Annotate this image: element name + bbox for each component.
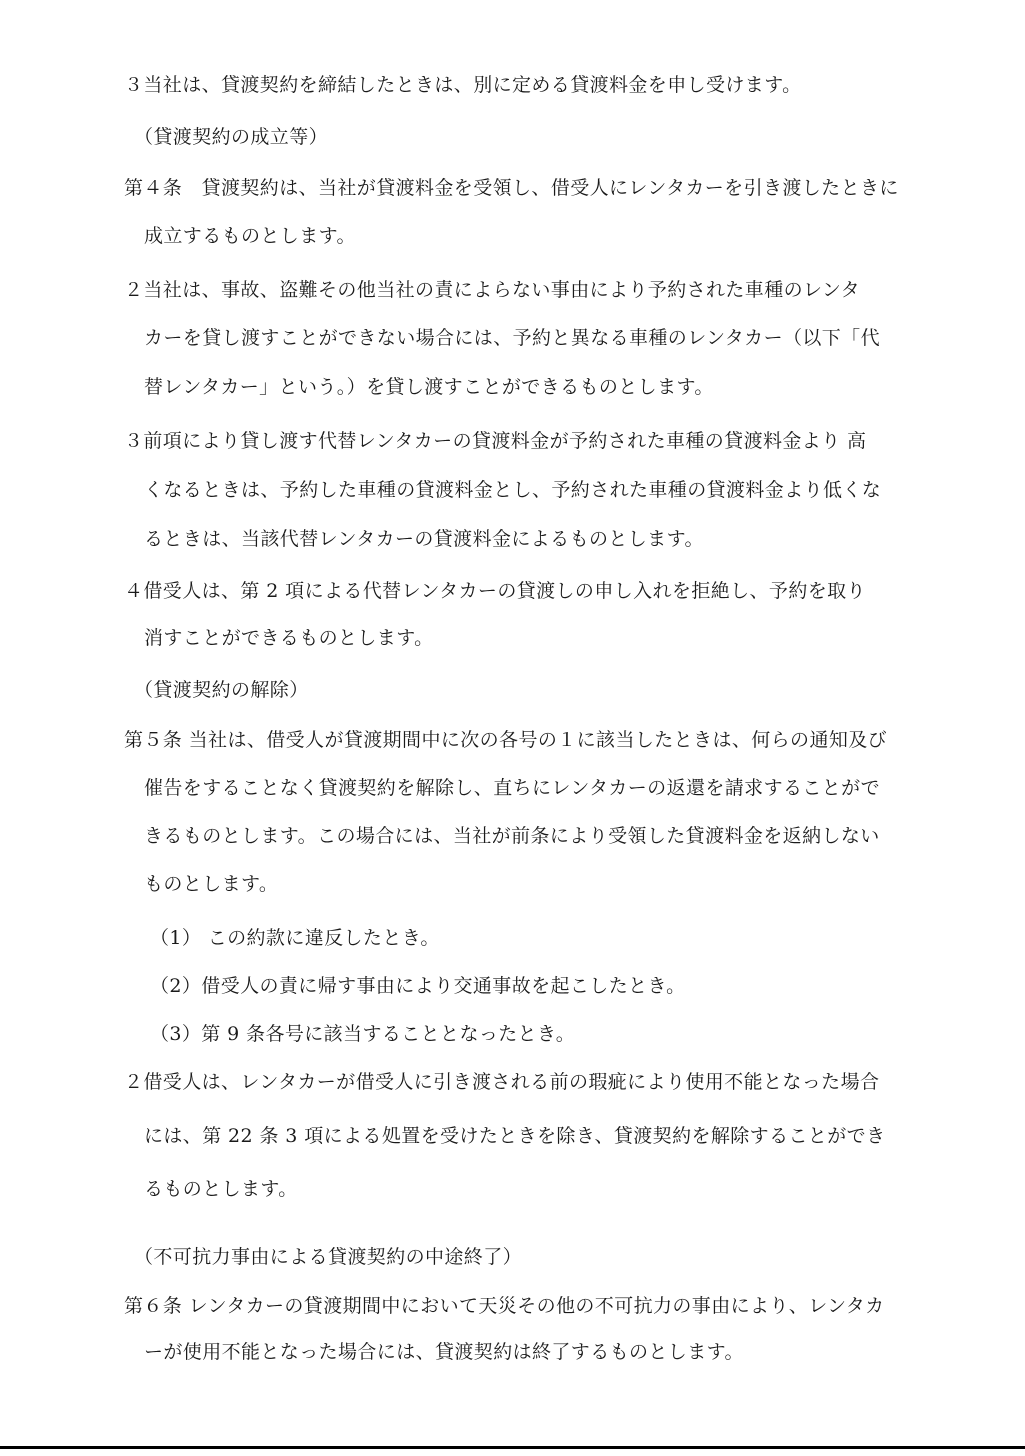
paragraph-line: ーが使用不能となった場合には、貸渡契約は終了するものとします。 [144,1341,744,1363]
paragraph-line: カーを貸し渡すことができない場合には、予約と異なる車種のレンタカー（以下「代 [144,327,880,349]
paragraph-line: には、第 22 条 3 項による処置を受けたときを除き、貸渡契約を解除することができ [144,1125,886,1147]
article-line: 第６条 レンタカーの貸渡期間中において天災その他の不可抗力の事由により、レンタカ [124,1295,885,1317]
list-item: （1） この約款に違反したとき。 [150,927,440,949]
paragraph-line: 催告をすることなく貸渡契約を解除し、直ちにレンタカーの返還を請求することがで [144,777,880,799]
section-heading: （不可抗力事由による貸渡契約の中途終了） [134,1246,523,1268]
paragraph-line: ３前項により貸し渡す代替レンタカーの貸渡料金が予約された車種の貸渡料金より 高 [124,430,867,452]
paragraph-line: 替レンタカー」という。）を貸し渡すことができるものとします。 [144,376,714,398]
paragraph-line: ３当社は、貸渡契約を締結したときは、別に定める貸渡料金を申し受けます。 [124,74,802,96]
list-item: （2）借受人の責に帰す事由により交通事故を起こしたとき。 [150,975,686,997]
paragraph-line: 成立するものとします。 [144,225,356,247]
paragraph-line: ものとします。 [144,873,279,895]
paragraph-line: ２借受人は、レンタカーが借受人に引き渡される前の瑕疵により使用不能となった場合 [124,1071,880,1093]
paragraph-line: 消すことができるものとします。 [144,627,434,649]
article-line: 第５条 当社は、借受人が貸渡期間中に次の各号の１に該当したときは、何らの通知及び [124,729,888,751]
paragraph-line: くなるときは、予約した車種の貸渡料金とし、予約された車種の貸渡料金より低くな [144,479,882,501]
paragraph-line: ２当社は、事故、盗難その他当社の責によらない事由により予約された車種のレンタ [124,279,860,301]
paragraph-line: きるものとします。この場合には、当社が前条により受領した貸渡料金を返納しない [144,825,880,847]
list-item: （3）第 9 条各号に該当することとなったとき。 [150,1023,576,1045]
section-heading: （貸渡契約の成立等） [134,126,329,148]
bottom-border-line [0,1446,1025,1449]
article-line: 第４条 貸渡契約は、当社が貸渡料金を受領し、借受人にレンタカーを引き渡したときに [124,177,899,199]
section-heading: （貸渡契約の解除） [134,679,309,701]
paragraph-line: ４借受人は、第 2 項による代替レンタカーの貸渡しの申し入れを拒絶し、予約を取り [124,580,866,602]
paragraph-line: るものとします。 [144,1178,298,1200]
paragraph-line: るときは、当該代替レンタカーの貸渡料金によるものとします。 [144,528,704,550]
